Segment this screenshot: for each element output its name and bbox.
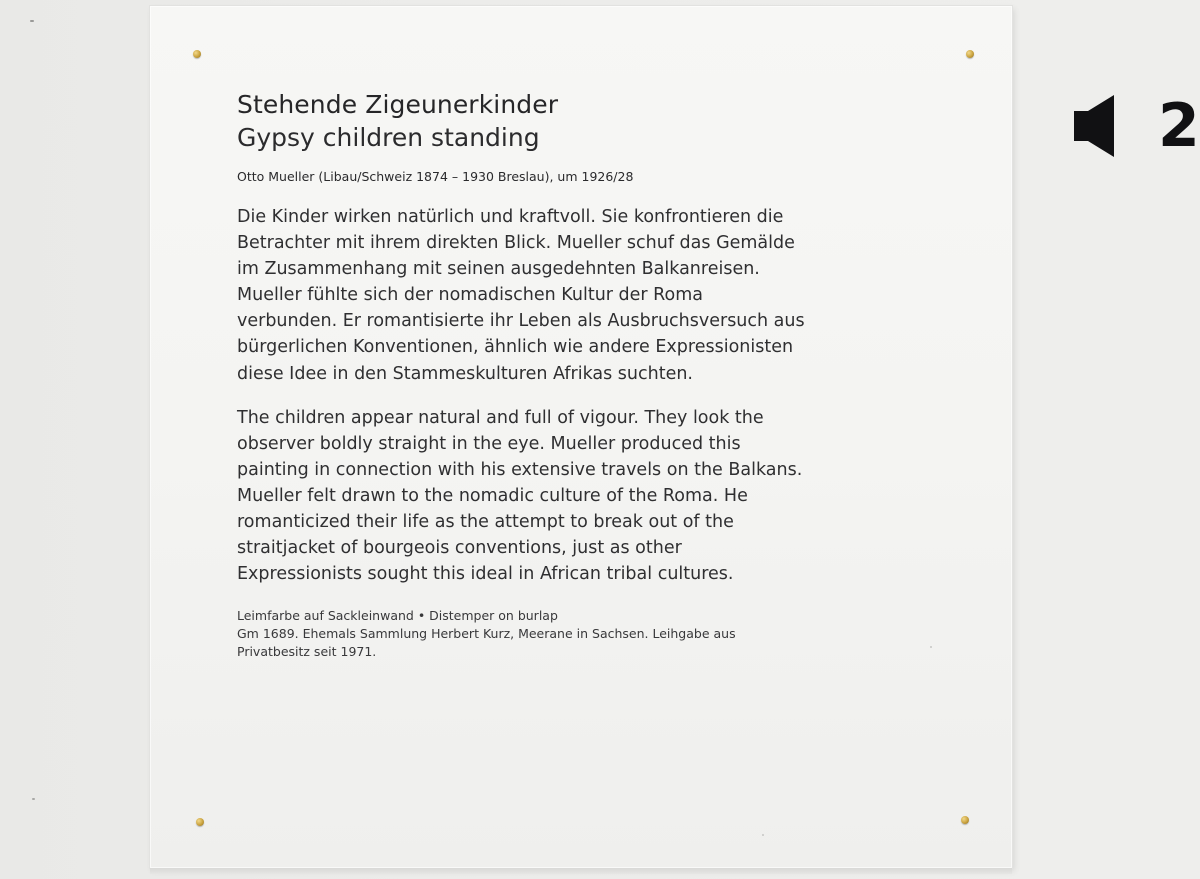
wall-mark	[30, 20, 34, 22]
audio-guide-number: 2	[1158, 91, 1200, 161]
museum-label-plaque	[150, 6, 1012, 868]
audio-guide-marker	[1074, 91, 1200, 161]
description-line: Mueller fühlte sich der nomadischen Kultur der Roma	[237, 285, 704, 306]
description-english	[237, 405, 937, 588]
screw-icon	[966, 50, 974, 58]
description-line: straitjacket of bourgeois conventions, just as other	[237, 538, 682, 559]
artwork-title-english: Gypsy children standing	[237, 123, 540, 152]
provenance-line: Gm 1689. Ehemals Sammlung Herbert Kurz, Meerane in Sachsen. Leihgabe aus	[237, 626, 736, 642]
description-line: The children appear natural and full of vigour. They look the	[237, 407, 764, 428]
description-line: romanticized their life as the attempt to break out of the	[237, 512, 734, 533]
description-line: painting in connection with his extensive travels on the Balkans.	[237, 459, 803, 480]
label-text	[237, 88, 937, 661]
description-line: im Zusammenhang mit seinen ausgedehnten Balkanreisen.	[237, 259, 760, 280]
description-line: verbunden. Er romantisierte ihr Leben als Ausbruchsversuch aus	[237, 311, 805, 332]
provenance-line: Privatbesitz seit 1971.	[237, 644, 377, 660]
artwork-title-german: Stehende Zigeunerkinder	[237, 90, 559, 119]
speaker-icon	[1074, 93, 1116, 159]
description-line: Expressionists sought this ideal in African tribal cultures.	[237, 564, 734, 585]
description-line: bürgerlichen Konventionen, ähnlich wie andere Expressionisten	[237, 337, 794, 358]
description-line: Mueller felt drawn to the nomadic culture of the Roma. He	[237, 485, 748, 506]
description-line: observer boldly straight in the eye. Mueller produced this	[237, 433, 741, 454]
screw-icon	[196, 818, 204, 826]
description-german	[237, 204, 937, 387]
artist-line: Otto Mueller (Libau/Schweiz 1874 – 1930 Breslau), um 1926/28	[237, 169, 634, 184]
wall-mark	[32, 798, 35, 800]
screw-icon	[193, 50, 201, 58]
description-line: Betrachter mit ihrem direkten Blick. Mueller schuf das Gemälde	[237, 233, 795, 254]
screw-icon	[961, 816, 969, 824]
description-line: Die Kinder wirken natürlich und kraftvoll. Sie konfrontieren die	[237, 207, 784, 227]
medium-line: Leimfarbe auf Sackleinwand • Distemper on burlap	[237, 608, 558, 624]
credits	[237, 607, 937, 661]
description-line: diese Idee in den Stammeskulturen Afrikas suchten.	[237, 363, 693, 384]
dust-speck	[762, 834, 764, 836]
